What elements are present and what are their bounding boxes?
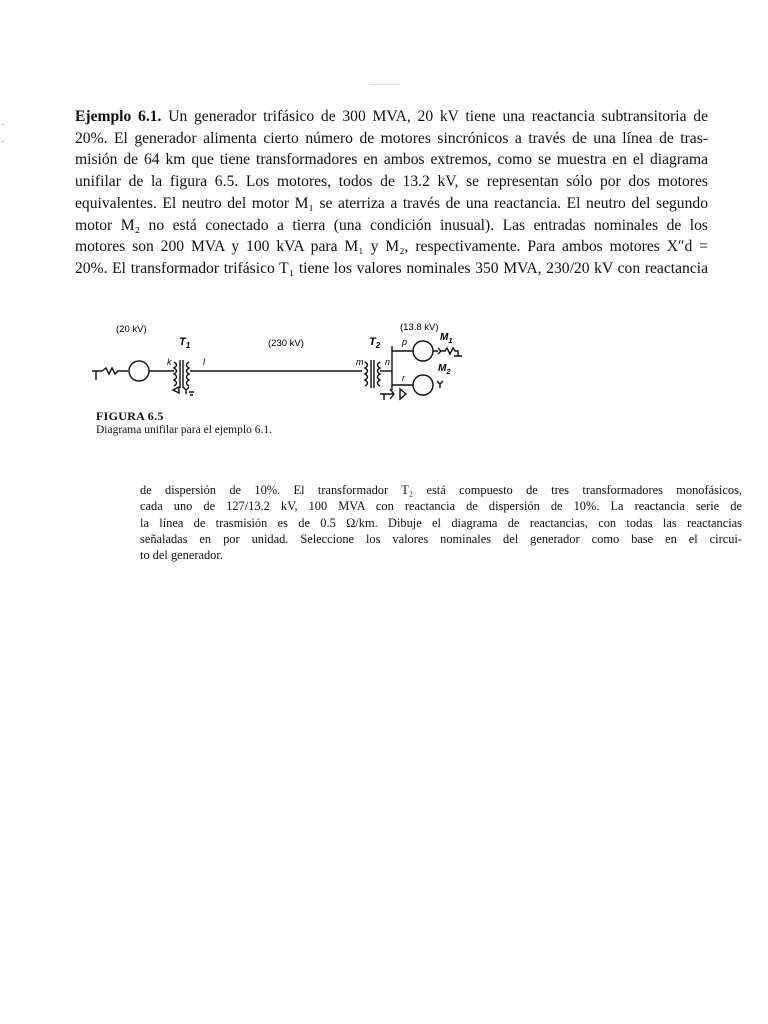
t2-primary-winding [365,362,368,386]
t1-label: $T_1$ [179,336,191,350]
continuation-line-4: señaladas en por unidad. Seleccione los valores nominales del generador como base en el circui- [140,531,742,546]
paragraph-line-7: motores son 200 MVA y 100 kVA para M₁ y M₂, respectivamente. Para ambos motores X″d = [75,238,708,256]
node-m-label: m [356,357,364,367]
generator-circle [129,361,149,381]
paragraph-line-2: 20%. El generador alimenta cierto número de motores sincrónicos a través de una línea de tras- [75,129,708,147]
paragraph-line-4: unifilar de la figura 6.5. Los motores, todos de 13.2 kV, se representan sólo por dos motores [75,173,708,191]
node-k-label: k [167,357,172,367]
t1-secondary-winding [187,362,190,386]
paragraph-line-1: Ejemplo 6.1. Un generador trifásico de 300 MVA, 20 kV tiene una reactancia subtransitoria de [75,108,708,125]
generator-ground-reactance [92,368,128,380]
t1-delta-symbol [173,387,179,393]
continuation-line-2: cada uno de 127/13.2 kV, 100 MVA con reactancia de dispersión de 10%. La reactancia serie de [140,499,742,514]
m2-ungrounded-wye [437,381,443,388]
example-title: Ejemplo 6.1. [75,108,162,125]
m2-label: $M_2$ [438,363,451,376]
t2-wye-delta-symbol [380,389,406,400]
t1-primary-winding [174,362,177,386]
paragraph-line-8: 20%. El transformador trifásico T₁ tiene los valores nominales 350 MVA, 230/20 kV con reactancia [75,259,708,277]
continuation-line-5: to del generador. [140,548,223,563]
figure-caption-text: Diagrama unifilar para el ejemplo 6.1. [96,424,272,436]
motor-m1-circle [413,341,433,361]
node-p-label: p [402,337,408,347]
generator-voltage-label: (20 kV) [116,324,147,335]
paragraph-line-6: motor M₂ no está conectado a tierra (una condición inusual). Las entradas nominales de los [75,216,708,234]
scan-artifact [2,141,4,142]
diagram-svg [90,318,610,408]
m1-grounding-reactance [433,348,462,356]
t2-label: $T_2$ [369,336,381,350]
motor-m2-circle [413,375,433,395]
paragraph-line-3: misión de 64 km que tiene transformadores en ambos extremos, como se muestra en el diagrama [75,151,708,169]
scan-artifact [370,84,400,85]
t2-secondary-winding [378,362,381,386]
example-paragraph [75,106,708,280]
node-l-label: l [203,357,205,367]
motor-voltage-label: (13.8 kV) [400,322,439,333]
continuation-line-3: la línea de trasmisión es de 0.5 Ω/km. Dibuje el diagrama de reactancias, con todas las reactancias [140,515,742,530]
continuation-line-1: de dispersión de 10%. El transformador T₂ está compuesto de tres transformadores monofásicos, [140,483,742,497]
paragraph-line-5: equivalentes. El neutro del motor M₁ se aterriza a través de una reactancia. El neutro del segundo [75,194,708,212]
t1-wye-ground-symbol [183,387,194,395]
scan-artifact [2,124,4,125]
continuation-paragraph [140,482,742,563]
node-n-label: n [385,357,391,367]
figure-caption-title: FIGURA 6.5 [96,409,164,423]
m1-label: $M_1$ [440,332,453,345]
line-voltage-label: (230 kV) [268,338,304,349]
one-line-diagram [90,318,610,408]
node-r-label: r [402,373,405,383]
